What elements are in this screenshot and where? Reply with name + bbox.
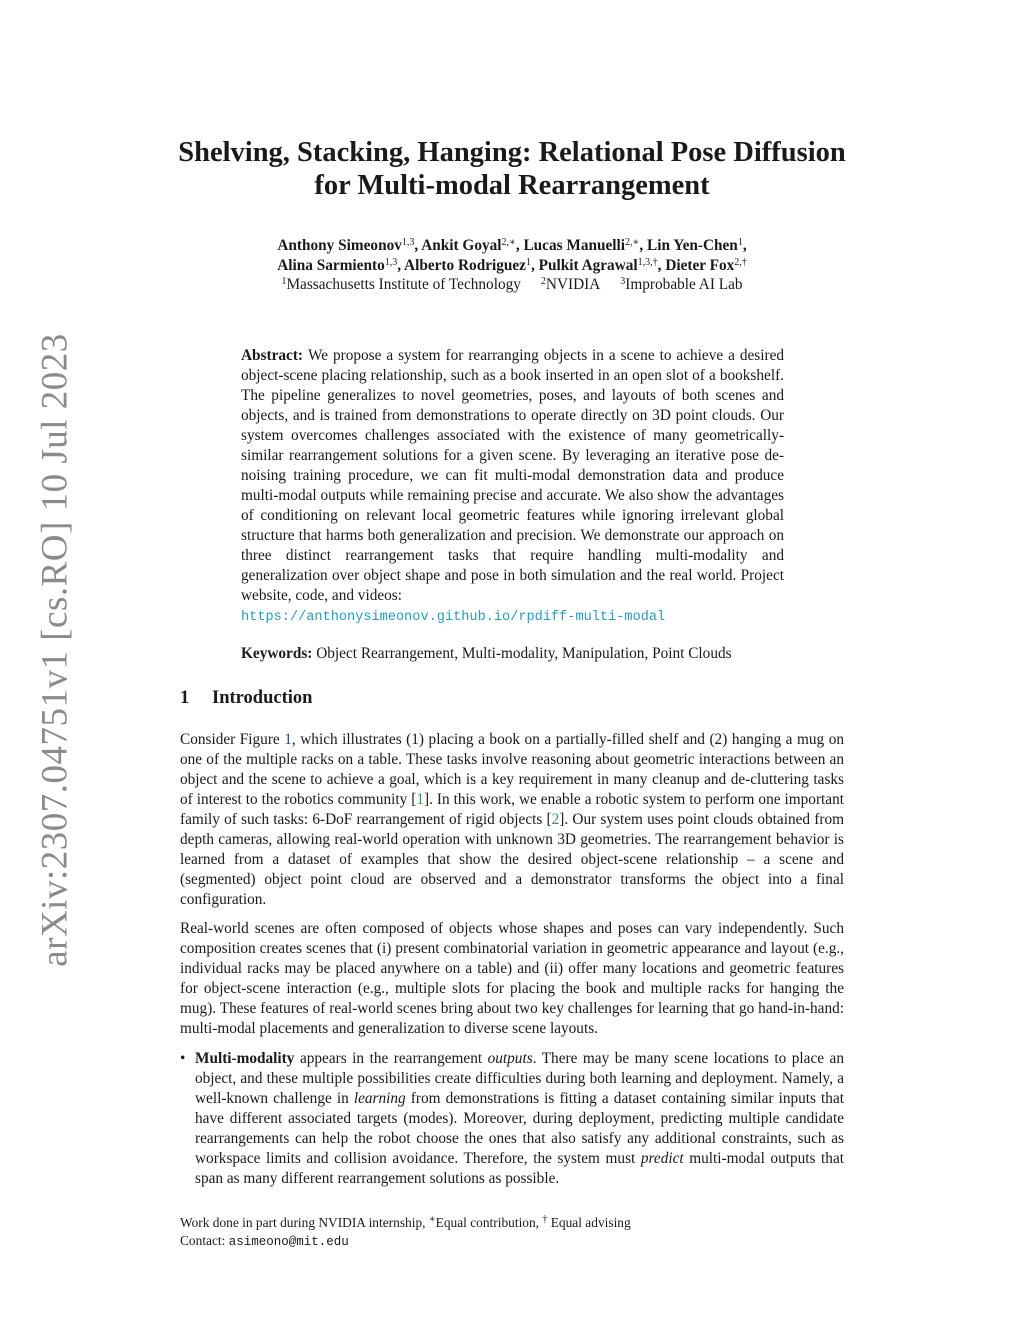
- footnote-sup: †: [542, 1214, 548, 1225]
- keywords-label: Keywords:: [241, 645, 313, 662]
- author-name: Dieter Fox: [665, 257, 735, 274]
- abstract-text: We propose a system for rearranging objects in a scene to achieve a desired object-scene placing relationship, such as a book inserted in an open slot of a bookshelf. The pipeline generalizes to novel geometries, poses, and layouts of both scenes and objects, and is trained from demonstrations to operate directly on 3D point clouds. Our system overcomes challenges associated with the existence of many geometrically-similar rearrangement solutions for a given scene. By leveraging an iterative pose de-noising training procedure, we can fit multi-modal demonstration data and produce multi-modal outputs while remaining precise and accurate. We also show the advantages of conditioning on relevant local geometric features while ignoring irrelevant global structure that harms both generalization and precision. We demonstrate our approach on three distinct rearrangement tasks that require handling multi-modality and generalization over object shape and pose in both simulation and the real world. Project website, code, and videos:: [241, 347, 785, 604]
- author-affil-sup: 1: [737, 237, 743, 248]
- citation-link[interactable]: 2: [551, 811, 560, 828]
- author-separator: ,: [397, 257, 405, 274]
- contact-label: Contact:: [180, 1233, 229, 1248]
- author-name: Lucas Manuelli: [523, 237, 626, 254]
- abstract-label: Abstract:: [241, 347, 304, 364]
- arxiv-id: arXiv:2307.04751v1 [cs.RO] 10 Jul 2023: [34, 333, 76, 967]
- author-name: Alina Sarmiento: [277, 257, 385, 274]
- affiliation-mit: Massachusetts Institute of Technology: [286, 276, 521, 293]
- text-run: multi-modal outputs that span as many different rearrangement solutions as possible.: [195, 1150, 844, 1187]
- author-separator: ,: [414, 237, 422, 254]
- bullet-text: [195, 1049, 844, 1189]
- text-run: ]. Our system uses point clouds obtained from depth cameras, allowing real-world operation with unknown 3D geometries. The rearrangement behavior is learned from a dataset of examples that show the desired object-scene relationship – a scene and (segmented) object point cloud are observed and a demonstrator transforms the object into a final configuration.: [180, 811, 844, 908]
- author-name: Lin Yen-Chen: [647, 237, 738, 254]
- text-run: Work done in part during NVIDIA internship,: [180, 1215, 429, 1230]
- text-run: . There may be many scene locations to place an object, and these multiple possibilities create difficulties during both learning and deployment. Namely, a well-known challenge in: [195, 1050, 844, 1107]
- text-run: from demonstrations is fitting a dataset containing similar inputs that have different associated targets (modes). Moreover, during deployment, predicting multiple candidate rearrangements can help the robot choose the ones that also satisfy any additional constraints, such as workspace limits and collision avoidance. Therefore, the system must: [195, 1090, 844, 1167]
- affiliation-nvidia: NVIDIA: [545, 276, 601, 293]
- intro-paragraph-1: [180, 730, 844, 910]
- author-affil-sup: 1,3,†: [637, 257, 658, 268]
- author-name: Ankit Goyal: [421, 237, 502, 254]
- affil-sup: 2: [540, 276, 546, 287]
- author-separator: ,: [657, 257, 666, 274]
- author-name: Alberto Rodriguez: [404, 257, 526, 274]
- contact-email[interactable]: asimeono@mit.edu: [228, 1235, 349, 1249]
- author-affil-sup: 2,∗: [501, 237, 516, 248]
- emphasis: learning: [353, 1090, 406, 1107]
- section-number: 1: [180, 688, 190, 708]
- footnote-line-1: [180, 1214, 844, 1232]
- author-separator: ,: [515, 237, 524, 254]
- author-separator: ,: [742, 237, 747, 254]
- text-run: , which illustrates (1) placing a book on a partially-filled shelf and (2) hanging a mug on one of the multiple racks on a table. These tasks involve reasoning about geometric interactions between an object and the scene to achieve a goal, which is a key requirement in many cleanup and de-cluttering tasks of interest to the robotics community [: [180, 731, 844, 808]
- citation-link[interactable]: 1: [416, 791, 424, 808]
- author-name: Anthony Simeonov: [277, 237, 402, 254]
- emphasis: predict: [640, 1150, 684, 1167]
- author-affil-sup: 1,3: [401, 237, 415, 248]
- author-affil-sup: 1: [525, 257, 531, 268]
- author-line-2: [150, 256, 874, 276]
- paper-title: [120, 136, 904, 202]
- emphasis: outputs: [487, 1050, 533, 1067]
- keywords: [241, 644, 801, 664]
- affiliation-improbable: Improbable AI Lab: [625, 276, 743, 293]
- title-line-1: Shelving, Stacking, Hanging: Relational Pose Diffusion: [178, 137, 846, 168]
- author-affil-sup: 1,3: [384, 257, 398, 268]
- footnote-line-2: [180, 1232, 844, 1251]
- affil-sup: 3: [620, 276, 626, 287]
- footnote: [180, 1214, 844, 1251]
- author-list: [150, 236, 874, 276]
- bullet-symbol: •: [180, 1050, 186, 1067]
- author-separator: ,: [639, 237, 647, 254]
- bullet-term: Multi-modality: [195, 1050, 295, 1067]
- project-link[interactable]: https://anthonysimeonov.github.io/rpdiff-multi-modal: [241, 610, 666, 625]
- author-affil-sup: 2,∗: [625, 237, 640, 248]
- author-line-1: [150, 236, 874, 256]
- text-run: Equal contribution,: [435, 1215, 543, 1230]
- author-separator: ,: [530, 257, 539, 274]
- intro-paragraph-2: Real-world scenes are often composed of objects whose shapes and poses can vary independently. Such composition creates scenes that (i) present combinatorial variation in geometric appearance and layout (e.g., individual racks may be placed anywhere on a table) and (ii) offer many locations and geometric features for object-scene interaction (e.g., multiple slots for placing the book and multiple racks for hanging the mug). These features of real-world scenes bring about two key challenges for learning that go hand-in-hand: multi-modal placements and generalization to diverse scene layouts.: [180, 920, 844, 1037]
- affiliations: [150, 275, 874, 295]
- abstract: [241, 346, 784, 628]
- text-run: Equal advising: [547, 1215, 631, 1230]
- author-affil-sup: 2,†: [734, 257, 747, 268]
- section-title: Introduction: [212, 688, 313, 708]
- affil-sup: 1: [281, 276, 287, 287]
- text-run: Consider Figure: [180, 731, 285, 748]
- section-heading: [180, 688, 312, 709]
- figure-ref-link[interactable]: 1: [284, 731, 292, 748]
- author-name: Pulkit Agrawal: [538, 257, 638, 274]
- footnote-sup: ∗: [428, 1214, 436, 1225]
- title-line-2: for Multi-modal Rearrangement: [314, 170, 710, 201]
- keywords-text: Object Rearrangement, Multi-modality, Manipulation, Point Clouds: [316, 645, 732, 662]
- text-run: appears in the rearrangement: [294, 1050, 488, 1067]
- text-run: ]. In this work, we enable a robotic system to perform one important family of such tasks: 6-DoF rearrangement of rigid objects [: [180, 791, 844, 828]
